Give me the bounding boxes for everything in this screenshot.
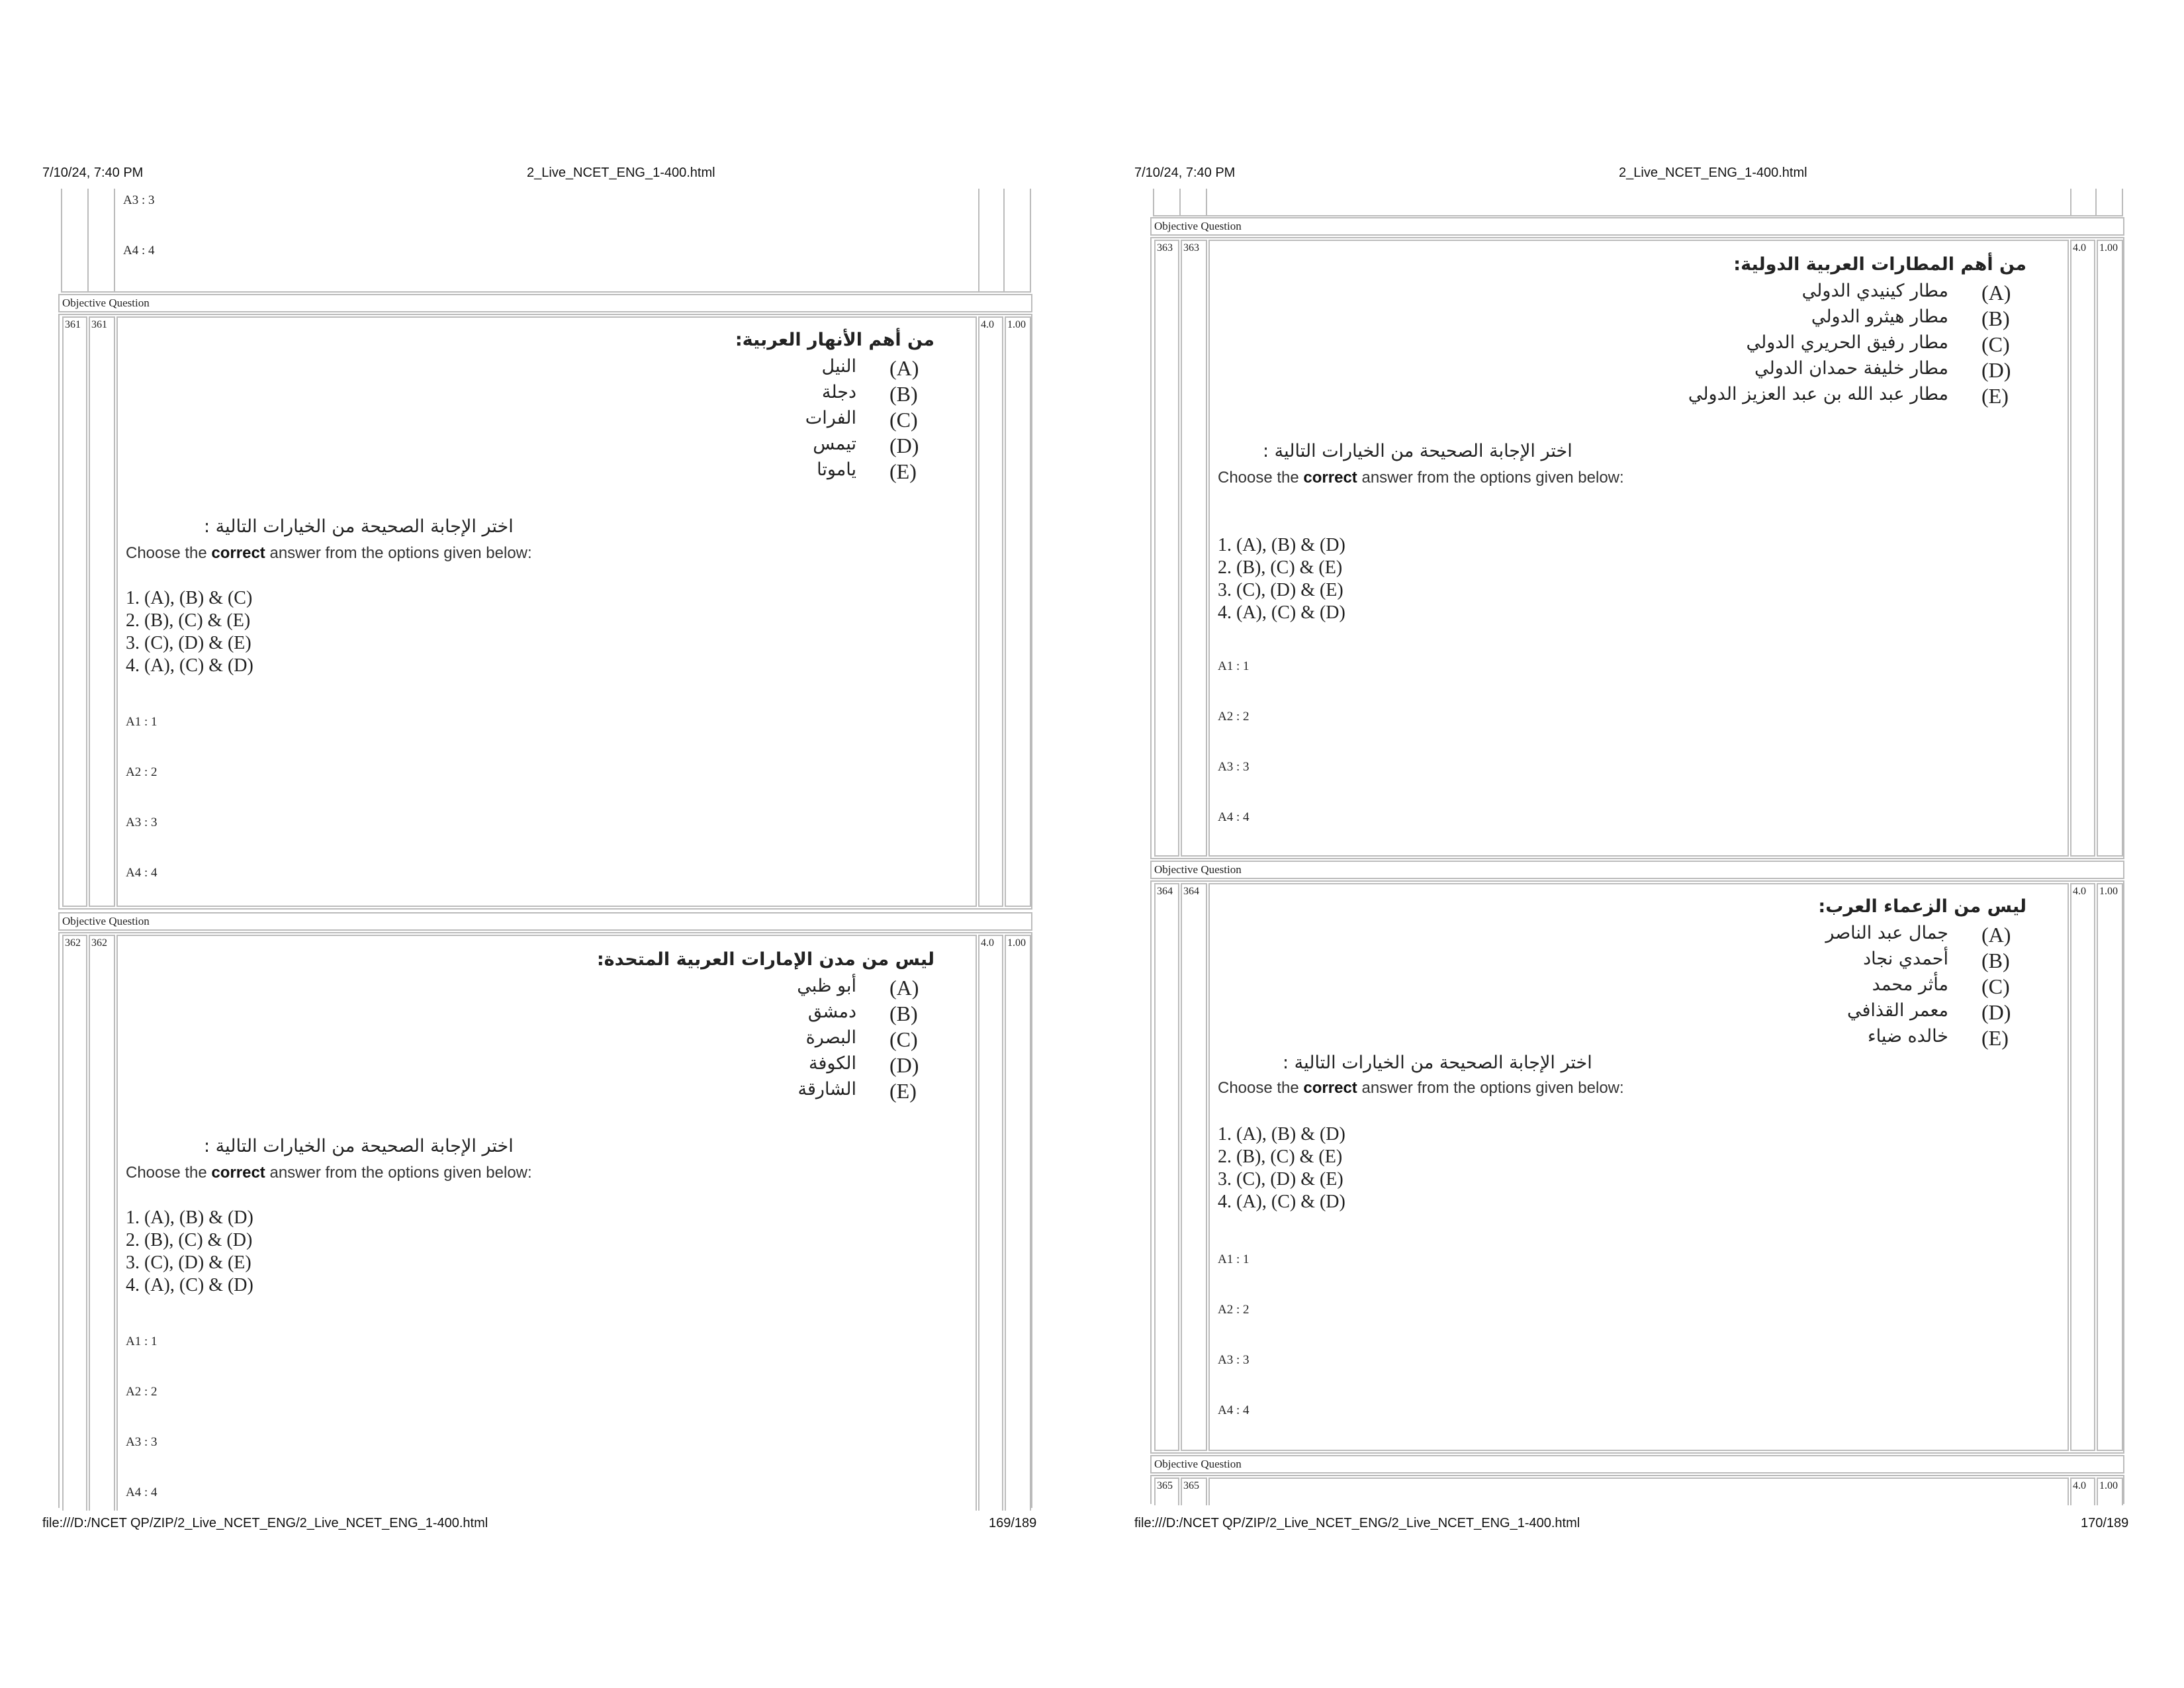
print-datetime: 7/10/24, 7:40 PM (1134, 165, 1236, 180)
answer-option: A1 : 1 (126, 1335, 158, 1348)
choice-3: 3. (C), (D) & (E) (1218, 580, 1343, 600)
section-label-box (1150, 217, 2124, 236)
option-text: الكوفة (809, 1053, 856, 1074)
marks-positive: 4.0 (981, 319, 994, 330)
option-label: (B) (1981, 949, 2010, 972)
option-label: (D) (1981, 358, 2011, 382)
question-body (1208, 883, 2069, 1451)
option-text: النيل (821, 356, 856, 377)
question-id: 361 (65, 319, 81, 330)
option-label: (A) (1981, 281, 2011, 305)
option-label: (D) (1981, 1000, 2011, 1024)
option-label: (A) (1981, 923, 2011, 947)
answer-option: A4 : 4 (126, 866, 158, 880)
answer-option: A4 : 4 (1218, 1403, 1250, 1417)
option-label: (C) (1981, 332, 2010, 356)
answer-option: A2 : 2 (1218, 1303, 1250, 1317)
section-label: Objective Question (62, 297, 150, 309)
answer-option: A3 : 3 (1218, 1353, 1250, 1367)
page-170 (1092, 0, 2184, 1688)
question-title: ليس من الزعماء العرب: (1818, 896, 2026, 917)
choice-2: 2. (B), (C) & (E) (126, 610, 251, 631)
instruction-english: Choose the correct answer from the options given below: (126, 544, 532, 562)
choice-2: 2. (B), (C) & (E) (1218, 1147, 1343, 1167)
option-label: (D) (889, 1053, 919, 1077)
option-label: (B) (1981, 306, 2010, 330)
answer-option: A3 : 3 (126, 1435, 158, 1449)
section-label-box (58, 912, 1032, 931)
question-id: 364 (1157, 886, 1173, 897)
option-text: ياموتا (817, 459, 856, 480)
option-text: جمال عبد الناصر (1825, 923, 1948, 943)
choice-4: 4. (A), (C) & (D) (126, 1275, 253, 1295)
option-label: (D) (889, 434, 919, 457)
answer-option: A2 : 2 (126, 765, 158, 779)
instruction-arabic: اختر الإجابة الصحيحة من الخيارات التالية : (204, 516, 514, 537)
marks-positive: 4.0 (981, 937, 994, 949)
section-label-box (58, 294, 1032, 312)
question-title: من أهم الأنهار العربية: (735, 330, 934, 350)
option-text: دجلة (821, 382, 856, 402)
section-label: Objective Question (62, 915, 150, 927)
choice-2: 2. (B), (C) & (D) (126, 1230, 253, 1250)
choice-1: 1. (A), (B) & (C) (126, 588, 253, 608)
option-text: مطار عبد الله بن عبد العزيز الدولي (1688, 384, 1948, 404)
question-sno: 364 (1183, 886, 1199, 897)
choice-2: 2. (B), (C) & (E) (1218, 557, 1343, 578)
question-sno: 363 (1183, 242, 1199, 254)
question-body (1208, 240, 2069, 857)
question-365 (1150, 1475, 2124, 1504)
option-text: معمر القذافي (1846, 1000, 1948, 1021)
choice-3: 3. (C), (D) & (E) (1218, 1169, 1343, 1190)
answer-option: A4 : 4 (123, 244, 155, 258)
print-filename: 2_Live_NCET_ENG_1-400.html (1619, 165, 1807, 180)
choice-1: 1. (A), (B) & (D) (126, 1207, 253, 1228)
answer-option: A4 : 4 (126, 1485, 158, 1499)
option-label: (B) (889, 382, 918, 406)
option-label: (E) (1981, 1026, 2009, 1050)
question-id: 362 (65, 937, 81, 949)
option-text: أحمدي نجاد (1863, 949, 1948, 969)
option-label: (E) (889, 1079, 917, 1103)
option-text: مطار خليفة حمدان الدولي (1754, 358, 1948, 379)
option-text: البصرة (805, 1027, 856, 1048)
marks-positive: 4.0 (2073, 886, 2086, 897)
answer-option: A1 : 1 (1218, 1252, 1250, 1266)
answer-option: A4 : 4 (1218, 810, 1250, 824)
question-body (116, 935, 977, 1511)
answer-option: A3 : 3 (1218, 760, 1250, 774)
choice-3: 3. (C), (D) & (E) (126, 633, 251, 653)
option-text: مأثر محمد (1872, 974, 1948, 995)
option-label: (A) (889, 976, 919, 1000)
question-sno: 362 (91, 937, 107, 949)
question-id: 363 (1157, 242, 1173, 254)
print-datetime: 7/10/24, 7:40 PM (42, 165, 144, 180)
instruction-arabic: اختر الإجابة الصحيحة من الخيارات التالية : (1283, 1053, 1592, 1073)
question-body (116, 316, 977, 907)
marks-negative: 1.00 (1007, 319, 1026, 330)
instruction-arabic: اختر الإجابة الصحيحة من الخيارات التالية : (204, 1136, 514, 1156)
question-362 (58, 932, 1032, 1508)
option-text: الفرات (805, 408, 856, 428)
option-text: أبو ظبي (797, 976, 856, 996)
file-path: file:///D:/NCET QP/ZIP/2_Live_NCET_ENG/2_Live_NCET_ENG_1-400.html (1134, 1516, 1580, 1530)
section-label: Objective Question (1154, 220, 1242, 232)
answer-option: A1 : 1 (1218, 659, 1250, 673)
option-text: مطار كينيدي الدولي (1801, 281, 1948, 301)
instruction-english: Choose the correct answer from the options given below: (126, 1164, 532, 1182)
section-label-box (1150, 1455, 2124, 1474)
print-filename: 2_Live_NCET_ENG_1-400.html (527, 165, 715, 180)
option-label: (E) (1981, 384, 2009, 408)
option-label: (B) (889, 1002, 918, 1025)
option-label: (C) (889, 1027, 918, 1051)
marks-positive: 4.0 (2073, 242, 2086, 254)
choice-1: 1. (A), (B) & (D) (1218, 1124, 1345, 1145)
question-sno: 361 (91, 319, 107, 330)
option-text: مطار رفيق الحريري الدولي (1746, 332, 1948, 353)
section-label: Objective Question (1154, 1458, 1242, 1470)
choice-4: 4. (A), (C) & (D) (1218, 1192, 1345, 1212)
option-label: (C) (889, 408, 918, 432)
marks-negative: 1.00 (2099, 242, 2118, 254)
option-label: (C) (1981, 974, 2010, 998)
question-364 (1150, 880, 2124, 1454)
choice-3: 3. (C), (D) & (E) (126, 1252, 251, 1273)
answer-option: A1 : 1 (126, 715, 158, 729)
question-title: ليس من مدن الإمارات العربية المتحدة: (596, 949, 934, 970)
instruction-english: Choose the correct answer from the options given below: (1218, 1079, 1624, 1097)
page-number: 169/189 (989, 1516, 1037, 1530)
option-text: تيمس (813, 434, 856, 454)
choice-4: 4. (A), (C) & (D) (126, 655, 253, 676)
question-title: من أهم المطارات العربية الدولية: (1733, 254, 2026, 275)
answer-option: A3 : 3 (126, 816, 158, 829)
marks-negative: 1.00 (2099, 886, 2118, 897)
marks-negative: 1.00 (1007, 937, 1026, 949)
question-361 (58, 314, 1032, 910)
choice-4: 4. (A), (C) & (D) (1218, 602, 1345, 623)
option-label: (E) (889, 459, 917, 483)
answer-option: A2 : 2 (1218, 710, 1250, 724)
question-sno: 365 (1183, 1480, 1199, 1491)
marks-positive: 4.0 (2073, 1480, 2086, 1491)
question-id: 365 (1157, 1480, 1173, 1491)
instruction-arabic: اختر الإجابة الصحيحة من الخيارات التالية : (1263, 441, 1572, 461)
answer-option: A3 : 3 (123, 193, 155, 207)
marks-negative: 1.00 (2099, 1480, 2118, 1491)
option-text: مطار هيثرو الدولي (1811, 306, 1948, 327)
file-path: file:///D:/NCET QP/ZIP/2_Live_NCET_ENG/2_Live_NCET_ENG_1-400.html (42, 1516, 488, 1530)
question-363 (1150, 237, 2124, 859)
option-text: خالده ضياء (1867, 1026, 1948, 1047)
choice-1: 1. (A), (B) & (D) (1218, 535, 1345, 555)
answer-option: A2 : 2 (126, 1385, 158, 1399)
option-label: (A) (889, 356, 919, 380)
section-label-box (1150, 861, 2124, 879)
instruction-english: Choose the correct answer from the options given below: (1218, 469, 1624, 487)
option-text: دمشق (807, 1002, 856, 1022)
option-text: الشارقة (797, 1079, 856, 1100)
section-label: Objective Question (1154, 863, 1242, 876)
page-number: 170/189 (2081, 1516, 2129, 1530)
